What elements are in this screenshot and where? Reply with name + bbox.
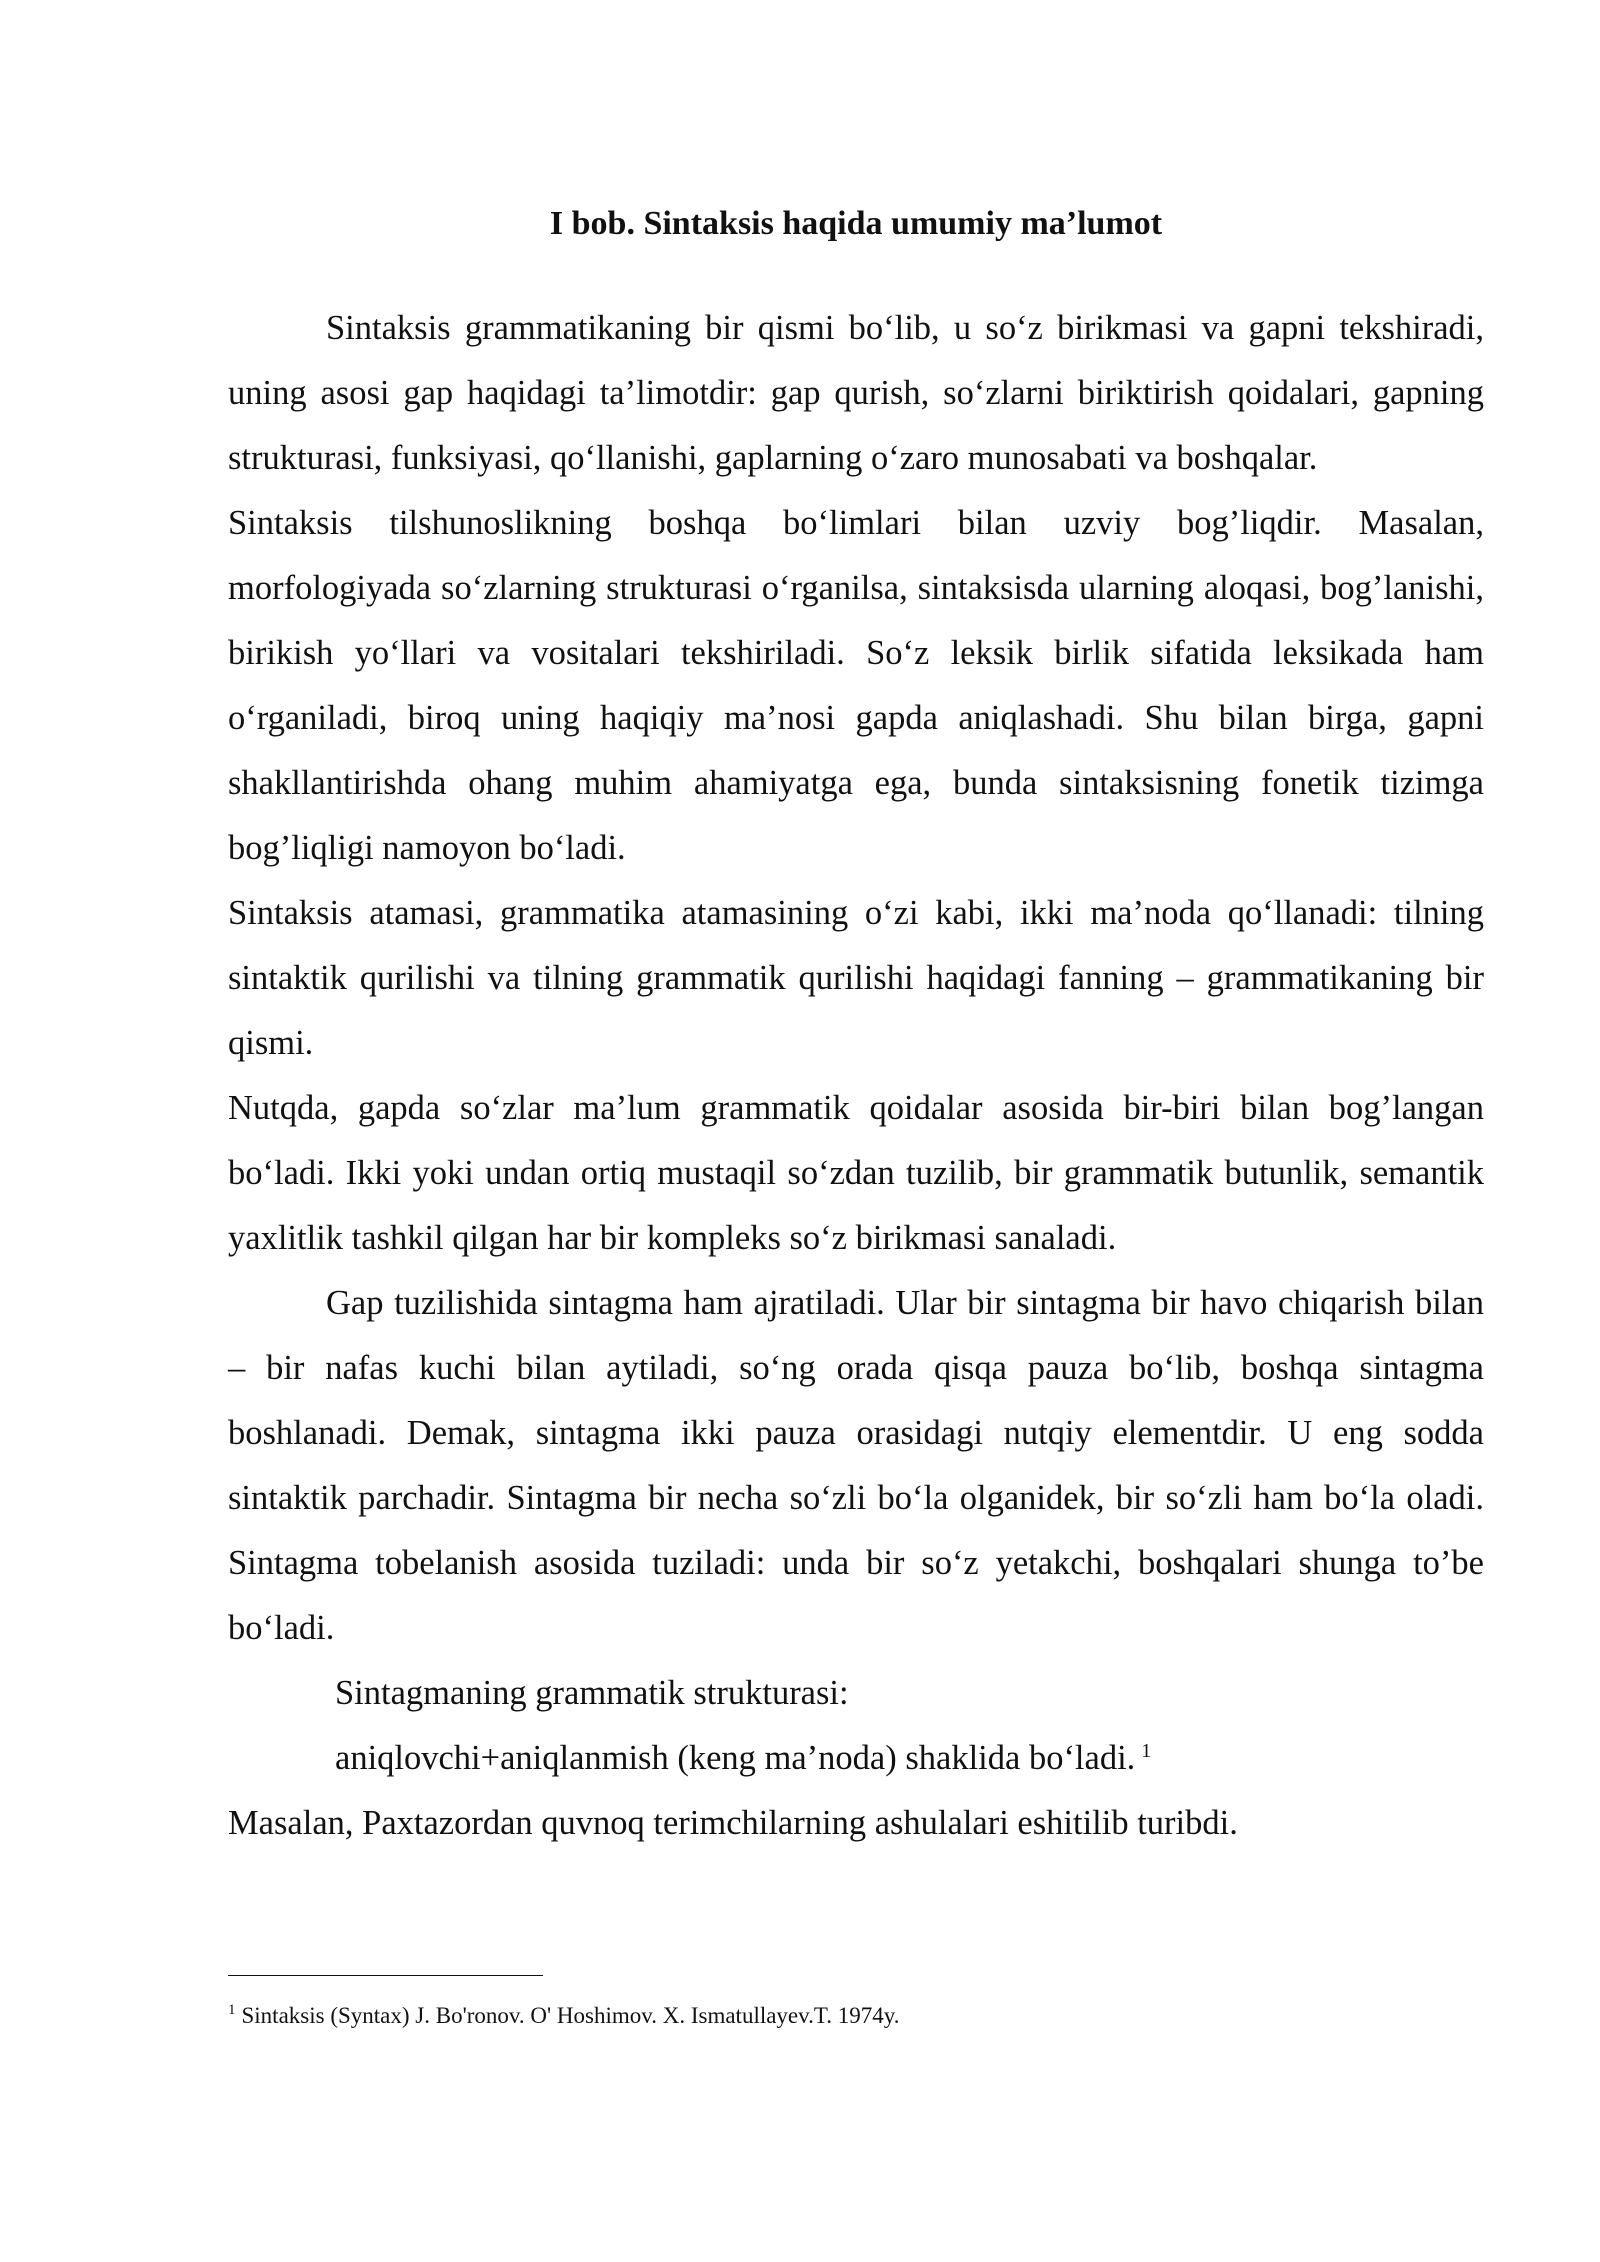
paragraph-8: Masalan, Paxtazordan quvnoq terimchilarning ashulalari eshitilib turibdi. [228,1804,1238,1842]
paragraph-3: Sintaksis atamasi, grammatika atamasining o‘zi kabi, ikki ma’noda qo‘llanadi: tilning sintaktik qurilishi va tilning grammatik qurilishi haqidagi fanning – grammatikaning bir qismi. [228,894,1484,1062]
footnote [228,2000,1484,2032]
body-text [228,296,1484,1856]
footnote-reference[interactable]: 1 [1141,1739,1152,1762]
paragraph-4: Nutqda, gapda so‘zlar ma’lum grammatik qoidalar asosida bir-biri bilan bog’langan bo‘ladi. Ikki yoki undan ortiq mustaqil so‘zdan tuzilib, bir grammatik butunlik, semantik yaxlitlik tashkil qilgan har bir kompleks so‘z birikmasi sanaladi. [228,1089,1484,1257]
paragraph-5: Gap tuzilishida sintagma ham ajratiladi. Ular bir sintagma bir havo chiqarish bilan – bir nafas kuchi bilan aytiladi, so‘ng orada qisqa pauza bo‘lib, boshqa sintagma boshlanadi. Demak, sintagma ikki pauza orasidagi nutqiy elementdir. U eng sodda sintaktik parchadir. Sintagma bir necha so‘zli bo‘la olganidek, bir so‘zli ham bo‘la oladi. Sintagma tobelanish asosida tuziladi: unda bir so‘z yetakchi, boshqalari shunga to’be bo‘ladi. [228,1284,1484,1647]
footnote-marker: 1 [228,2002,236,2019]
footnote-text: Sintaksis (Syntax) J. Bo'ronov. O' Hoshimov. X. Ismatullayev.T. 1974y. [241,2003,900,2028]
paragraph-7 [228,1726,1484,1791]
footnote-separator [228,1975,543,1976]
paragraph-1: Sintaksis grammatikaning bir qismi bo‘lib, u so‘z birikmasi va gapni tekshiradi, uning asosi gap haqidagi ta’limotdir: gap qurish, so‘zlarni biriktirish qoidalari, gapning strukturasi, funksiyasi, qo‘llanishi, gaplarning o‘zaro munosabati va boshqalar. [228,309,1484,477]
paragraph-2: Sintaksis tilshunoslikning boshqa bo‘limlari bilan uzviy bog’liqdir. Masalan, morfologiyada so‘zlarning strukturasi o‘rganilsa, sintaksisda ularning aloqasi, bog’lanishi, birikish yo‘llari va vositalari tekshiriladi. So‘z leksik birlik sifatida leksikada ham o‘rganiladi, biroq uning haqiqiy ma’nosi gapda aniqlashadi. Shu bilan birga, gapni shakllantirishda ohang muhim ahamiyatga ega, bunda sintaksisning fonetik tizimga bog’liqligi namoyon bo‘ladi. [228,504,1484,867]
paragraph-6: Sintagmaning grammatik strukturasi: [335,1674,849,1712]
chapter-title: I bob. Sintaksis haqida umumiy ma’lumot [549,205,1163,242]
paragraph-7-text: aniqlovchi+aniqlanmish (keng ma’noda) shaklida bo‘ladi. [335,1739,1136,1777]
